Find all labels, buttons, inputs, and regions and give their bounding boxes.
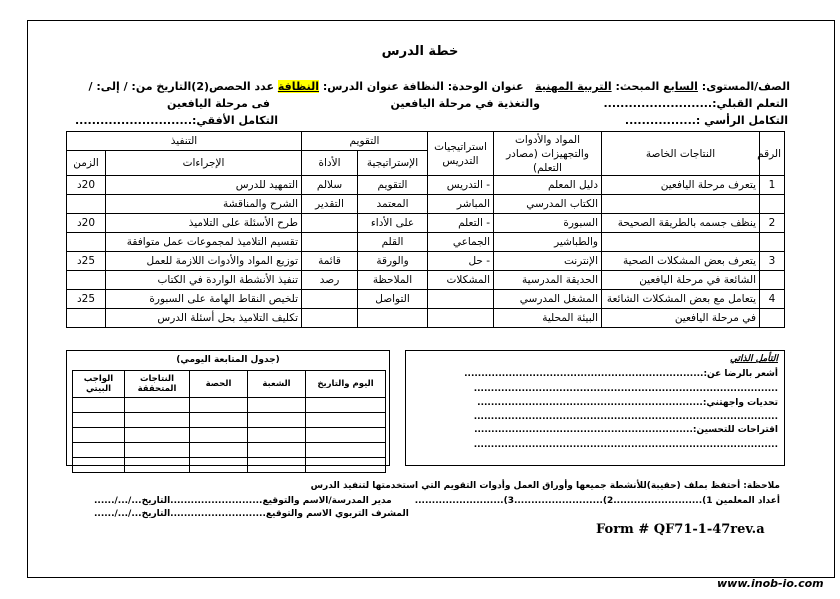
periods-text: عدد الحصص(2)التاريخ من: / إلى: /	[88, 80, 275, 93]
daily-title: (جدول المتابعة اليومي)	[176, 355, 280, 365]
footer-principal: مدير المدرسة/الاسم والتوقيع...........................التاريخ.../.../......	[94, 496, 392, 506]
row-assessment-tool: سلالم	[302, 176, 358, 195]
row-material: الحديقة المدرسية	[494, 271, 602, 290]
header-execution: التنفيذ	[67, 132, 302, 151]
header-time: الزمن	[67, 151, 106, 176]
subject-label: المبحث:	[615, 80, 660, 93]
row-time	[67, 195, 106, 214]
row-procedure: تقسيم التلاميذ لمجموعات عمل متوافقة	[106, 233, 302, 252]
table-row	[67, 252, 785, 271]
daily-header-outcomes: النتاجات المتحققة	[125, 371, 190, 398]
row-number: 3	[760, 252, 785, 271]
row-number	[760, 309, 785, 328]
unit-label: عنوان الوحدة:	[447, 80, 524, 93]
header-strategies: استراتيجيات التدريس	[428, 132, 494, 176]
row-material: المشغل المدرسي	[494, 290, 602, 309]
daily-row	[73, 458, 386, 473]
row-assessment-tool: التقدير	[302, 195, 358, 214]
daily-header-date: اليوم والتاريخ	[306, 371, 386, 398]
header-assessment: التقويم	[302, 132, 428, 151]
footer-note: ملاحظة: أحتفظ بملف (حقيبة)للأنشطة جميعها وأوراق العمل وأدوات التقويم التي استخدمتها لتنفيذ الدرس	[310, 481, 780, 491]
header-number: الرقم	[760, 132, 785, 176]
row-material: الكتاب المدرسي	[494, 195, 602, 214]
row-material: السبورة	[494, 214, 602, 233]
form-number: Form # QF71-1-47rev.a	[596, 522, 765, 537]
row-strategy: - التعلم	[428, 214, 494, 233]
row-number: 2	[760, 214, 785, 233]
row-strategy	[428, 309, 494, 328]
unit-value: النظافة	[402, 80, 444, 93]
row-time	[67, 233, 106, 252]
header-line-1	[88, 80, 790, 93]
daily-row	[73, 443, 386, 458]
row-number	[760, 233, 785, 252]
row-outcome: يتعامل مع بعض المشكلات الشائعة	[602, 290, 760, 309]
row-assessment-strategy: الملاحظة	[358, 271, 428, 290]
row-procedure: التمهيد للدرس	[106, 176, 302, 195]
row-time	[67, 309, 106, 328]
row-assessment-strategy: التواصل	[358, 290, 428, 309]
reflection-satisfied: أشعر بالرضا عن:......................................................................	[464, 369, 778, 379]
row-outcome: يتعرف مرحلة اليافعين	[602, 176, 760, 195]
row-strategy: الجماعي	[428, 233, 494, 252]
table-row	[67, 290, 785, 309]
row-assessment-tool	[302, 290, 358, 309]
daily-followup-table	[72, 370, 386, 473]
row-outcome	[602, 233, 760, 252]
table-row	[67, 176, 785, 195]
row-assessment-tool	[302, 214, 358, 233]
row-outcome	[602, 195, 760, 214]
lesson-plan-table	[66, 131, 785, 328]
row-strategy: المشكلات	[428, 271, 494, 290]
daily-header-homework: الواجب البيتي	[73, 371, 125, 398]
header-assessment-strategy: الإستراتيجية	[358, 151, 428, 176]
reflection-suggestions: اقتراحات للتحسين:................................................................	[474, 425, 778, 435]
header-assessment-tool: الأداة	[302, 151, 358, 176]
row-strategy	[428, 290, 494, 309]
table-row	[67, 233, 785, 252]
nutrition-text: والتغذية في مرحلة اليافعين	[390, 97, 540, 110]
row-procedure: تلخيص النقاط الهامة على السبورة	[106, 290, 302, 309]
subject-value: التربية المهنية	[535, 80, 612, 93]
page-title: خطة الدرس	[381, 44, 459, 59]
row-number	[760, 195, 785, 214]
reflection-challenges: تحديات واجهتني:..................................................................	[477, 398, 778, 408]
row-strategy: - التدريس	[428, 176, 494, 195]
lesson-value: النظافة	[277, 80, 319, 93]
row-assessment-strategy: على الأداء	[358, 214, 428, 233]
horizontal-integration: التكامل الأفقي:............................	[75, 114, 278, 127]
header-materials: المواد والأدوات والتجهيزات (مصادر التعلم)	[494, 132, 602, 176]
lesson-label: عنوان الدرس:	[322, 80, 399, 93]
prior-learning: التعلم القبلي:..........................	[603, 97, 788, 110]
row-assessment-strategy	[358, 309, 428, 328]
row-assessment-strategy: المعتمد	[358, 195, 428, 214]
row-procedure: تنفيذ الأنشطة الواردة في الكتاب	[106, 271, 302, 290]
row-assessment-strategy: القلم	[358, 233, 428, 252]
row-strategy: - حل	[428, 252, 494, 271]
row-procedure: الشرح والمناقشة	[106, 195, 302, 214]
table-row	[67, 214, 785, 233]
header-outcomes: النتاجات الخاصة	[602, 132, 760, 176]
footer-teachers: أعداد المعلمين 1)..........................2)..........................3)..........................	[414, 496, 780, 506]
row-assessment-strategy: والورقة	[358, 252, 428, 271]
website: www.inob-io.com	[717, 577, 824, 590]
row-assessment-tool	[302, 309, 358, 328]
row-assessment-tool: قائمة	[302, 252, 358, 271]
row-number: 1	[760, 176, 785, 195]
daily-row	[73, 413, 386, 428]
grade-value: السابع	[663, 80, 698, 93]
footer-supervisor: المشرف التربوي الاسم والتوقيع............................التاريخ.../.../......	[94, 509, 409, 519]
header-procedures: الإجراءات	[106, 151, 302, 176]
daily-header-period: الحصة	[190, 371, 248, 398]
row-procedure: طرح الأسئلة على التلاميذ	[106, 214, 302, 233]
row-time: 25د	[67, 252, 106, 271]
daily-row	[73, 398, 386, 413]
row-time: 20د	[67, 176, 106, 195]
vertical-integration: التكامل الرأسي :.................	[624, 114, 788, 127]
row-strategy: المباشر	[428, 195, 494, 214]
daily-row	[73, 428, 386, 443]
row-number	[760, 271, 785, 290]
row-material: دليل المعلم	[494, 176, 602, 195]
row-outcome: الشائعة في مرحلة اليافعين	[602, 271, 760, 290]
row-outcome: في مرحلة اليافعين	[602, 309, 760, 328]
row-outcome: يتعرف بعض المشكلات الصحية	[602, 252, 760, 271]
table-row	[67, 271, 785, 290]
row-time: 20د	[67, 214, 106, 233]
daily-header-section: الشعبة	[248, 371, 306, 398]
row-time: 25د	[67, 290, 106, 309]
row-time	[67, 271, 106, 290]
row-material: الإنترنت	[494, 252, 602, 271]
row-material: البيئة المحلية	[494, 309, 602, 328]
row-material: والطباشير	[494, 233, 602, 252]
adolescence-text: فى مرحلة اليافعين	[166, 97, 270, 110]
row-assessment-strategy: التقويم	[358, 176, 428, 195]
table-row	[67, 195, 785, 214]
row-number: 4	[760, 290, 785, 309]
reflection-title: التأمل الذاتي	[730, 354, 778, 364]
grade-label: الصف/المستوى:	[701, 80, 790, 93]
row-outcome: ينظف جسمه بالطريقة الصحيحة	[602, 214, 760, 233]
table-row	[67, 309, 785, 328]
row-procedure: توزيع المواد والأدوات اللازمة للعمل	[106, 252, 302, 271]
row-assessment-tool	[302, 233, 358, 252]
row-procedure: تكليف التلاميذ بحل أسئلة الدرس	[106, 309, 302, 328]
row-assessment-tool: رصد	[302, 271, 358, 290]
